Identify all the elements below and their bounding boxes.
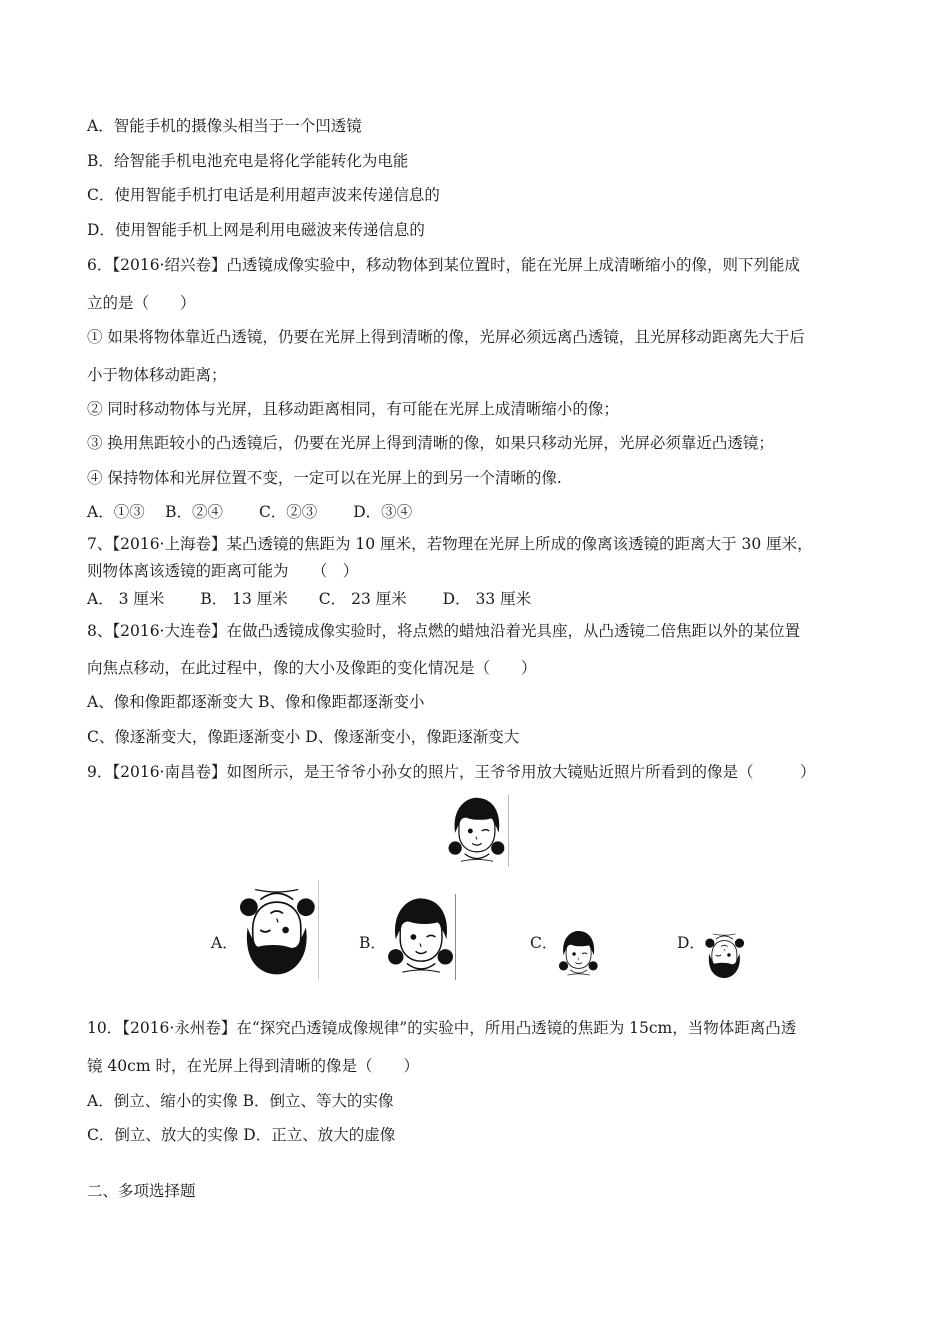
q6-stem-line-2: 立的是（ ） — [87, 294, 196, 312]
option-c-figure — [558, 929, 598, 979]
q7-stem-line-1: 7、【2016·上海卷】某凸透镜的焦距为 10 厘米，若物理在光屏上所成的像离该透镜的距离大于 30 厘米， — [87, 535, 813, 553]
q8-option-cd: C、像逐渐变大，像距逐渐变小 D、像逐渐变小，像距逐渐变大 — [87, 728, 520, 746]
q8-stem-line-2: 向焦点移动，在此过程中，像的大小及像距的变化情况是（ ） — [87, 659, 537, 677]
q9-stem: 9．【2016·南昌卷】如图所示，是王爷爷小孙女的照片，王爷爷用放大镜贴近照片所看到的像是（ ） — [87, 763, 816, 781]
section-heading: 二、多项选择题 — [87, 1182, 196, 1200]
q6-item-4: ④ 保持物体和光屏位置不变，一定可以在光屏上的到另一个清晰的像. — [87, 469, 562, 487]
q5-option-d: D．使用智能手机上网是利用电磁波来传递信息的 — [87, 221, 425, 239]
q10-option-ab: A．倒立、缩小的实像 B．倒立、等大的实像 — [87, 1092, 394, 1110]
q8-option-ab: A、像和像距都逐渐变大 B、像和像距都逐渐变小 — [87, 693, 425, 711]
q6-options: A．①③ B．②④ C．②③ D．③④ — [87, 503, 413, 521]
q5-option-c: C．使用智能手机打电话是利用超声波来传递信息的 — [87, 186, 440, 204]
q6-item-1: ① 如果将物体靠近凸透镜，仍要在光屏上得到清晰的像，光屏必须远离凸透镜，且光屏移动距离先大于后 — [87, 328, 805, 346]
q5-option-b: B．给智能手机电池充电是将化学能转化为电能 — [87, 152, 409, 170]
q6-item-3: ③ 换用焦距较小的凸透镜后，仍要在光屏上得到清晰的像，如果只移动光屏，光屏必须靠近凸透镜； — [87, 434, 774, 452]
q8-stem-line-1: 8、【2016·大连卷】在做凸透镜成像实验时，将点燃的蜡烛沿着光具座，从凸透镜二倍焦距以外的某位置 — [87, 622, 800, 640]
option-d-figure — [705, 930, 745, 980]
q7-options: A． 3 厘米 B． 13 厘米 C． 23 厘米 D． 33 厘米 — [87, 590, 532, 608]
option-a-figure — [240, 880, 319, 980]
q6-item-1-cont: 小于物体移动距离； — [87, 366, 227, 384]
q6-stem-line-1: 6．【2016·绍兴卷】凸透镜成像实验中，移动物体到某位置时，能在光屏上成清晰缩小的像，则下列能成 — [87, 256, 800, 274]
q9-label-a: A． — [211, 934, 238, 952]
q9-label-b: B． — [359, 934, 386, 952]
q5-option-a: A．智能手机的摄像头相当于一个凹透镜 — [87, 117, 362, 135]
q7-stem-line-2: 则物体离该透镜的距离可能为 （ ） — [87, 562, 359, 580]
q10-stem-line-2: 镜 40cm 时，在光屏上得到清晰的像是（ ） — [87, 1057, 419, 1075]
q9-label-d: D． — [677, 934, 705, 952]
q6-item-2: ② 同时移动物体与光屏，且移动距离相同，有可能在光屏上成清晰缩小的像； — [87, 400, 619, 418]
q10-option-cd: C．倒立、放大的实像 D．正立、放大的虚像 — [87, 1126, 396, 1144]
q10-stem-line-1: 10．【2016·永州卷】在“探究凸透镜成像规律”的实验中，所用凸透镜的焦距为 15cm，当物体距离凸透 — [87, 1019, 797, 1037]
option-b-figure — [387, 894, 456, 980]
original-photo-figure — [446, 795, 509, 867]
q9-label-c: C． — [530, 934, 558, 952]
